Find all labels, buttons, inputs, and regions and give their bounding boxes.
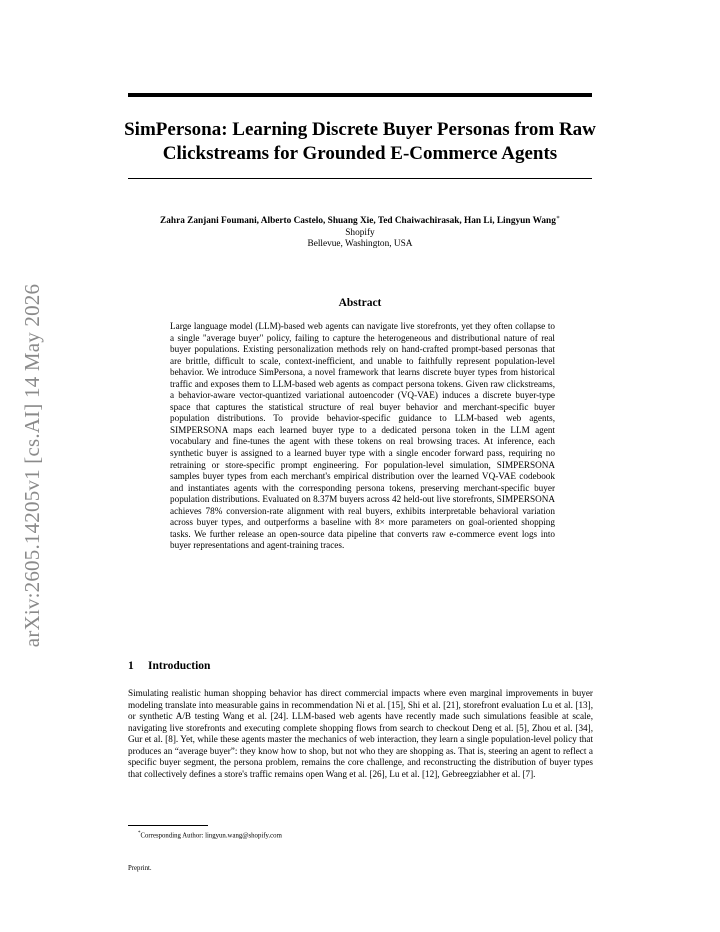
footnote-rule	[128, 825, 208, 826]
introduction-paragraph: Simulating realistic human shopping behavior has direct commercial impacts where even marginal improvements in buyer modeling translate into measurable gains in recommendation Ni et al. [15], Shi et al. [21], storefront evaluation Lu et al. [13], or synthetic A/B testing Wang et al. [24]. LLM-based web agents have recently made such simulations feasible at scale, navigating live storefronts and executing complete shopping flows from search to checkout Deng et al. [5], Zhou et al. [34], Gur et al. [8]. Yet, while these agents master the mechanics of web interaction, they learn a single population-level policy that produces an “average buyer”: they know how to shop, but not who they are shopping as. That is, steering an agent to reflect a specific buyer segment, the persona problem, remains the core challenge, and reconstructing the distribution of buyer types that collectively defines a store's traffic remains open Wang et al. [26], Lu et al. [12], Gebreegziabher et al. [7].	[128, 688, 593, 779]
title-bottom-rule	[128, 178, 592, 179]
title-top-rule	[128, 93, 592, 97]
author-names: Zahra Zanjani Foumani, Alberto Castelo, Shuang Xie, Ted Chaiwachirasak, Han Li, Lingyun Wang∗	[160, 215, 560, 227]
section-number: 1	[128, 660, 134, 672]
paper-title: SimPersona: Learning Discrete Buyer Personas from Raw Clickstreams for Grounded E-Commerce Agents	[124, 119, 596, 164]
corresponding-mark: ∗	[555, 215, 560, 221]
affiliation: Shopify	[345, 227, 375, 238]
section-heading-introduction	[128, 660, 210, 672]
footnote-text: Corresponding Author: lingyun.wang@shopify.com	[140, 832, 282, 840]
abstract-heading: Abstract	[338, 297, 382, 309]
location: Bellevue, Washington, USA	[307, 239, 413, 250]
footnote-mark: *	[138, 831, 141, 836]
arxiv-identifier-text: arXiv:2605.14205v1 [cs.AI] 14 May 2026	[20, 283, 45, 647]
preprint-label: Preprint.	[128, 865, 152, 872]
abstract-body: Large language model (LLM)-based web agents can navigate live storefronts, yet they often collapse to a single "average buyer" policy, failing to capture the heterogeneous and distributional nature of real buyer populations. Existing personalization methods rely on hand-crafted prompt-based personas that are brittle, difficult to scale, context-inefficient, and unable to faithfully represent population-level behavior. We introduce SimPersona, a novel framework that learns discrete buyer types from historical traffic and exposes them to LLM-based web agents as compact persona tokens. Given raw clickstreams, a behavior-aware vector-quantized variational autoencoder (VQ-VAE) induces a discrete buyer-type space that captures the statistical structure of real buyer behavior and merchant-specific buyer population distributions. To provide behavior-specific guidance to LLM-based web agents, SIMPERSONA maps each learned buyer type to a dedicated persona token in the LLM agent vocabulary and fine-tunes the agent with these tokens on real browsing traces. At inference, each synthetic buyer is assigned to a learned buyer type with a single encoder forward pass, requiring no retraining or store-specific prompt engineering. For population-level simulation, SIMPERSONA samples buyer types from each merchant's empirical distribution over the learned VQ-VAE codebook and instantiates agents with the corresponding persona tokens, preserving merchant-specific buyer population distributions. Evaluated on 8.37M buyers across 42 held-out live storefronts, SIMPERSONA achieves 78% conversion-rate alignment with real buyers, exhibits interpretable behavioral variation across buyer types, and outperforms a baseline with 8× more parameters on goal-oriented shopping tasks. We further release an open-source data pipeline that converts raw e-commerce event logs into buyer representations and agent-training traces.	[170, 321, 555, 551]
footnote	[138, 829, 282, 840]
author-block	[128, 213, 592, 251]
arxiv-identifier-stamp	[18, 250, 48, 680]
section-title: Introduction	[148, 660, 211, 672]
